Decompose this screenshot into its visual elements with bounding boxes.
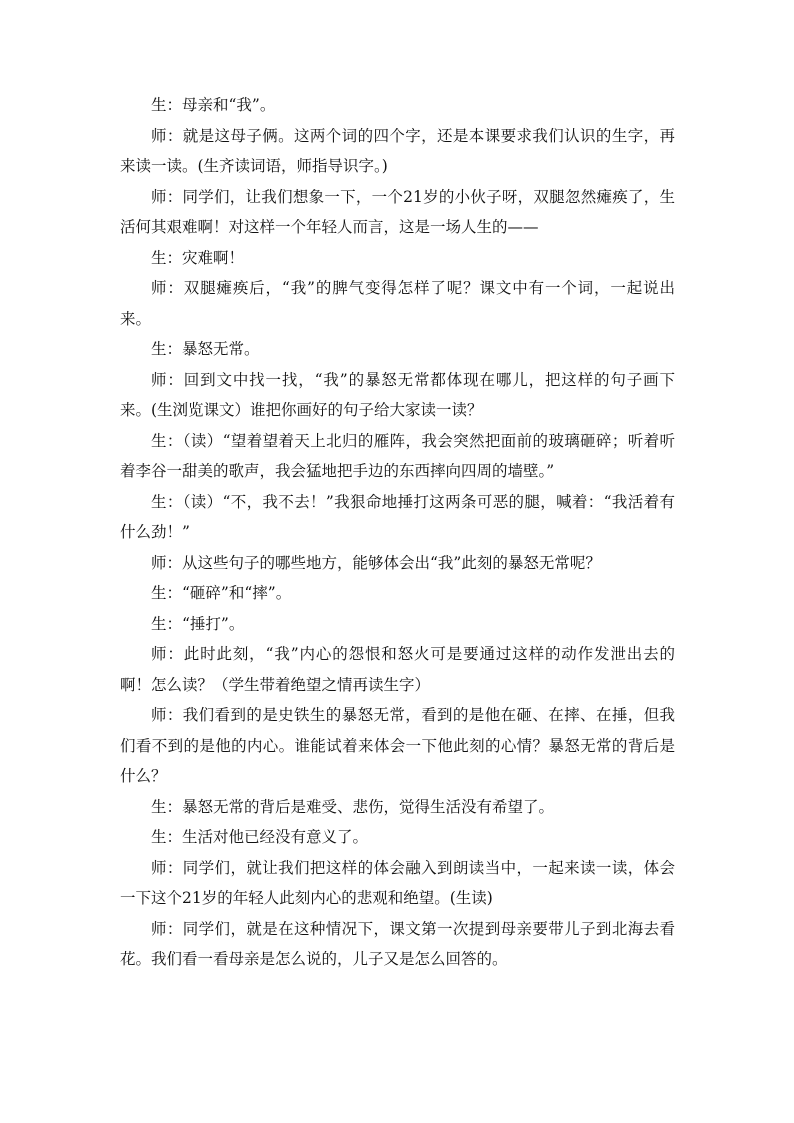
- dialogue-line-4: 生：灾难啊！: [151, 248, 245, 267]
- dialogue-line-9: 生：（读）“不，我不去！”我狠命地捶打这两条可恶的腿，喊着：“我活着有什么劲！”: [120, 492, 675, 541]
- dialogue-line-1: 生：母亲和“我”。: [151, 96, 276, 114]
- dialogue-line-12: 生：“捶打”。: [151, 614, 245, 633]
- dialogue-line-16: 生：生活对他已经没有意义了。: [151, 828, 369, 846]
- dialogue-line-18: 师：同学们，就是在这种情况下，课文第一次提到母亲要带儿子到北海去看花。我们看一看母亲是怎么说的，儿子又是怎么回答的。: [120, 919, 675, 968]
- dialogue-line-6: 生：暴怒无常。: [151, 340, 260, 358]
- dialogue-line-2: 师：就是这母子俩。这两个词的四个字，还是本课要求我们认识的生字，再来读一读。(生齐读词语，师指导识字。): [120, 126, 675, 175]
- dialogue-line-14: 师：我们看到的是史铁生的暴怒无常，看到的是他在砸、在摔、在捶，但我们看不到的是他的内心。谁能试着来体会一下他此刻的心情？暴怒无常的背后是什么？: [120, 706, 675, 785]
- dialogue-line-11: 生：“砸碎”和“摔”。: [151, 584, 292, 602]
- dialogue-line-5: 师：双腿瘫痪后，“我”的脾气变得怎样了呢？课文中有一个词，一起说出来。: [120, 279, 675, 328]
- dialogue-line-8: 生：（读）“望着望着天上北归的雁阵，我会突然把面前的玻璃砸碎；听着听着李谷一甜美的歌声，我会猛地把手边的东西摔向四周的墙壁。”: [120, 431, 675, 480]
- document-page: [120, 90, 675, 975]
- dialogue-line-3: 师：同学们，让我们想象一下，一个21岁的小伙子呀，双腿忽然瘫痪了，生活何其艰难啊！对这样一个年轻人而言，这是一场人生的——: [120, 187, 675, 236]
- dialogue-line-13: 师：此时此刻，“我”内心的怨恨和怒火可是要通过这样的动作发泄出去的啊！怎么读？（学生带着绝望之情再读生字）: [120, 645, 675, 694]
- dialogue-line-15: 生：暴怒无常的背后是难受、悲伤，觉得生活没有希望了。: [151, 797, 555, 816]
- dialogue-line-7: 师：回到文中找一找，“我”的暴怒无常都体现在哪儿，把这样的句子画下来。(生浏览课文）谁把你画好的句子给大家读一读？: [120, 370, 675, 419]
- dialogue-line-10: 师：从这些句子的哪些地方，能够体会出“我”此刻的暴怒无常呢？: [151, 553, 601, 572]
- dialogue-line-17: 师：同学们，就让我们把这样的体会融入到朗读当中，一起来读一读，体会一下这个21岁的年轻人此刻内心的悲观和绝望。(生读): [120, 858, 675, 907]
